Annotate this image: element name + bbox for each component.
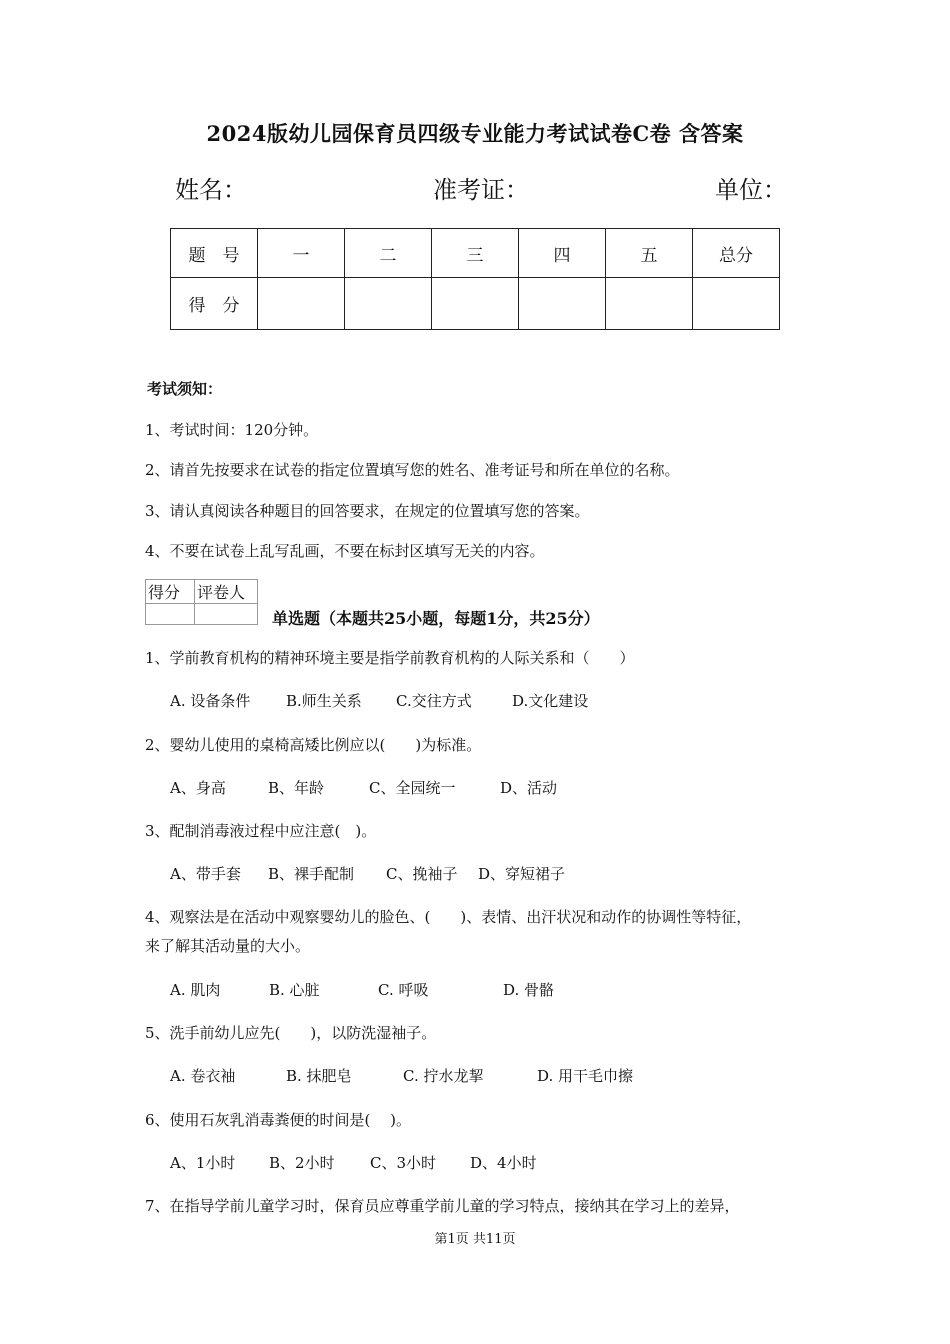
question-text: 4、观察法是在活动中观察婴幼儿的脸色、( )、表情、出汗状况和动作的协调性等特征， bbox=[145, 908, 752, 926]
name-label: 姓名： bbox=[175, 176, 247, 204]
score-header-cell: 三 bbox=[432, 229, 519, 278]
note-item: 2、请首先按要求在试卷的指定位置填写您的姓名、准考证号和所在单位的名称。 bbox=[145, 461, 680, 479]
option: B、裸手配制 bbox=[268, 865, 355, 883]
candidate-info-row bbox=[175, 170, 787, 205]
grader-name-cell bbox=[195, 604, 258, 625]
option: D. 骨骼 bbox=[503, 981, 555, 999]
option: C、3小时 bbox=[370, 1154, 437, 1172]
question-text: 6、使用石灰乳消毒粪便的时间是( )。 bbox=[145, 1111, 412, 1129]
question-options bbox=[170, 863, 565, 884]
score-table bbox=[170, 228, 780, 330]
score-table-header-row bbox=[171, 229, 780, 278]
question-options bbox=[170, 1152, 537, 1173]
option: A、身高 bbox=[170, 779, 226, 797]
score-cell bbox=[606, 278, 693, 330]
option: D.文化建设 bbox=[512, 692, 589, 710]
section-title: 单选题（本题共25小题，每题1分，共25分） bbox=[272, 609, 600, 628]
option: B、2小时 bbox=[269, 1154, 335, 1172]
grader-score-label: 得分 bbox=[146, 580, 195, 604]
question-text: 5、洗手前幼儿应先( )，以防洗湿袖子。 bbox=[145, 1024, 437, 1042]
score-header-cell: 二 bbox=[345, 229, 432, 278]
document-title: 2024版幼儿园保育员四级专业能力考试试卷C卷 含答案 bbox=[206, 121, 744, 146]
score-cell bbox=[693, 278, 780, 330]
option: D、活动 bbox=[500, 779, 558, 797]
score-cell bbox=[258, 278, 345, 330]
option: A. 肌肉 bbox=[170, 981, 221, 999]
option: A. 卷衣袖 bbox=[170, 1067, 236, 1085]
score-header-cell: 四 bbox=[519, 229, 606, 278]
option: C、挽袖子 bbox=[386, 865, 458, 883]
exam-id-label: 准考证： bbox=[433, 176, 529, 204]
question-options bbox=[170, 690, 588, 711]
option: B. 抹肥皂 bbox=[286, 1067, 352, 1085]
page-footer: 第1页 共11页 bbox=[434, 1232, 516, 1247]
question-text-continued: 来了解其活动量的大小。 bbox=[145, 937, 311, 955]
question-text: 3、配制消毒液过程中应注意( )。 bbox=[145, 822, 377, 840]
option: A、1小时 bbox=[170, 1154, 236, 1172]
option: A、带手套 bbox=[170, 865, 241, 883]
option: C、全园统一 bbox=[369, 779, 456, 797]
option: C.交往方式 bbox=[396, 692, 472, 710]
option: C. 呼吸 bbox=[378, 981, 429, 999]
score-table-score-row bbox=[171, 278, 780, 330]
score-header-cell: 一 bbox=[258, 229, 345, 278]
grader-table bbox=[145, 579, 258, 625]
score-header-cell: 总分 bbox=[693, 229, 780, 278]
score-cell bbox=[345, 278, 432, 330]
option: D、4小时 bbox=[470, 1154, 537, 1172]
score-header-cell: 五 bbox=[606, 229, 693, 278]
unit-label: 单位： bbox=[715, 176, 787, 204]
question-options bbox=[170, 1065, 633, 1086]
note-item: 4、不要在试卷上乱写乱画，不要在标封区填写无关的内容。 bbox=[145, 542, 545, 560]
option: A. 设备条件 bbox=[170, 692, 251, 710]
notes-title: 考试须知： bbox=[147, 380, 223, 398]
option: D、穿短裙子 bbox=[478, 865, 566, 883]
option: B.师生关系 bbox=[286, 692, 362, 710]
note-item: 3、请认真阅读各种题目的回答要求，在规定的位置填写您的答案。 bbox=[145, 502, 590, 520]
question-text: 2、婴幼儿使用的桌椅高矮比例应以( )为标准。 bbox=[145, 736, 482, 754]
question-text: 7、在指导学前儿童学习时，保育员应尊重学前儿童的学习特点，接纳其在学习上的差异， bbox=[145, 1197, 740, 1215]
option: B. 心脏 bbox=[269, 981, 320, 999]
question-options bbox=[170, 979, 554, 1000]
question-text: 1、学前教育机构的精神环境主要是指学前教育机构的人际关系和（ ） bbox=[145, 649, 635, 667]
grader-name-label: 评卷人 bbox=[195, 580, 258, 604]
score-row-label: 得 分 bbox=[171, 278, 258, 330]
score-header-cell: 题 号 bbox=[171, 229, 258, 278]
option: D. 用干毛巾擦 bbox=[537, 1067, 634, 1085]
score-cell bbox=[432, 278, 519, 330]
option: C. 拧水龙挈 bbox=[403, 1067, 484, 1085]
score-cell bbox=[519, 278, 606, 330]
question-options bbox=[170, 777, 557, 798]
option: B、年龄 bbox=[268, 779, 325, 797]
grader-score-cell bbox=[146, 604, 195, 625]
note-item: 1、考试时间：120分钟。 bbox=[145, 421, 319, 439]
